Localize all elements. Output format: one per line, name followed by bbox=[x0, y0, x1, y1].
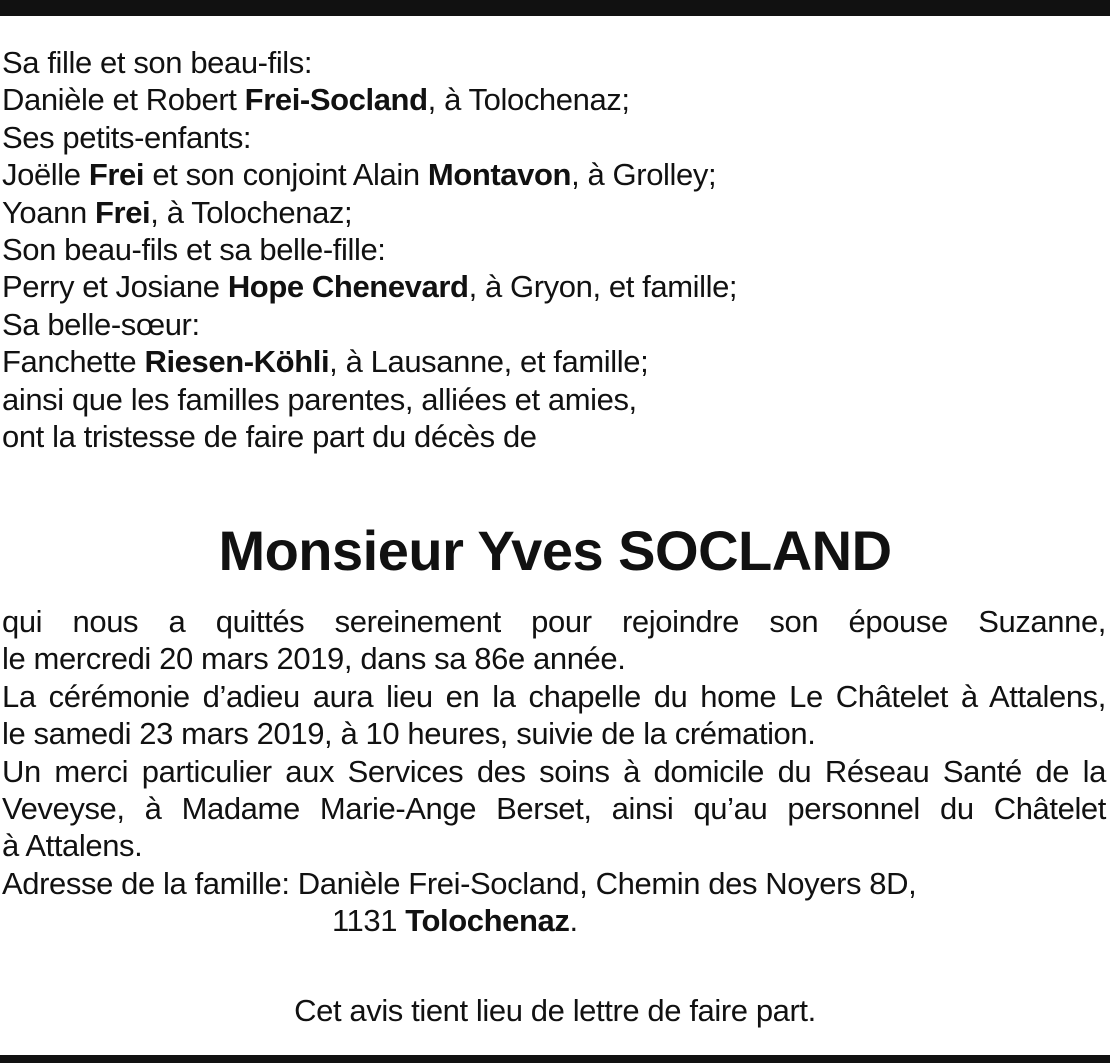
family-list bbox=[2, 44, 1102, 455]
body-line: La cérémonie d’adieu aura lieu en la chapelle du home Le Châtelet à Attalens, bbox=[2, 678, 1106, 714]
family-line bbox=[2, 418, 1102, 455]
grandchild-1-partner-surname: Montavon bbox=[427, 157, 572, 193]
body-line: Un merci particulier aux Services des soins à domicile du Réseau Santé de la bbox=[2, 753, 1106, 789]
bottom-border-rule bbox=[0, 1055, 1110, 1063]
grandchild-1-place: , à Grolley; bbox=[571, 157, 717, 193]
grandchild-1-partner-intro: et son conjoint Alain bbox=[152, 157, 420, 193]
daughter-surname: Frei-Socland bbox=[244, 82, 428, 118]
sister-in-law-heading: Sa belle-sœur: bbox=[2, 306, 200, 342]
family-line bbox=[2, 343, 1102, 380]
daughter-names: Danièle et Robert bbox=[2, 82, 237, 118]
stepchildren-surname: Hope Chenevard bbox=[227, 269, 469, 305]
announcement-line: ont la tristesse de faire part du décès de bbox=[2, 418, 537, 454]
family-address-city-line bbox=[2, 902, 1106, 939]
grandchild-2-place: , à Tolochenaz; bbox=[150, 194, 353, 230]
grandchild-1-first-name: Joëlle bbox=[2, 157, 81, 193]
family-line bbox=[2, 268, 1102, 305]
deceased-name-heading: Monsieur Yves SOCLAND bbox=[218, 519, 892, 582]
body-line: le samedi 23 mars 2019, à 10 heures, suivie de la crémation. bbox=[2, 716, 816, 752]
grandchild-2-first-name: Yoann bbox=[2, 194, 87, 230]
stepchildren-names: Perry et Josiane bbox=[2, 269, 220, 305]
grandchild-1-surname: Frei bbox=[88, 157, 145, 193]
grandchildren-heading: Ses petits-enfants: bbox=[2, 119, 252, 155]
sister-in-law-first-name: Fanchette bbox=[2, 344, 137, 380]
family-line bbox=[2, 306, 1102, 343]
stepchildren-place: , à Gryon, et famille; bbox=[468, 269, 738, 305]
family-line bbox=[2, 81, 1102, 118]
top-border-rule bbox=[0, 0, 1110, 16]
family-line bbox=[2, 44, 1102, 81]
family-line bbox=[2, 119, 1102, 156]
address-postcode: 1131 bbox=[332, 903, 398, 939]
family-line bbox=[2, 156, 1102, 193]
sister-in-law-surname: Riesen-Köhli bbox=[144, 344, 330, 380]
body-line: à Attalens. bbox=[2, 828, 143, 864]
address-city: Tolochenaz bbox=[405, 903, 570, 939]
grandchild-2-surname: Frei bbox=[95, 194, 151, 230]
daughter-heading: Sa fille et son beau-fils: bbox=[2, 45, 313, 80]
other-families: ainsi que les familles parentes, alliées et amies, bbox=[2, 381, 637, 417]
address-end: . bbox=[569, 903, 578, 939]
notice-body bbox=[2, 603, 1106, 940]
stepchildren-heading: Son beau-fils et sa belle-fille: bbox=[2, 231, 386, 267]
sister-in-law-place: , à Lausanne, et famille; bbox=[329, 344, 649, 380]
family-line bbox=[2, 194, 1102, 231]
daughter-place: , à Tolochenaz; bbox=[427, 82, 630, 118]
family-line bbox=[2, 231, 1102, 268]
body-line: le mercredi 20 mars 2019, dans sa 86e année. bbox=[2, 641, 626, 677]
family-address-line: Adresse de la famille: Danièle Frei-Socland, Chemin des Noyers 8D, bbox=[2, 865, 917, 901]
body-line: Veveyse, à Madame Marie-Ange Berset, ainsi qu’au personnel du Châtelet bbox=[2, 791, 1106, 827]
closing-note: Cet avis tient lieu de lettre de faire part. bbox=[294, 993, 816, 1028]
body-line: qui nous a quittés sereinement pour rejoindre son épouse Suzanne, bbox=[2, 604, 1106, 639]
family-line bbox=[2, 381, 1102, 418]
